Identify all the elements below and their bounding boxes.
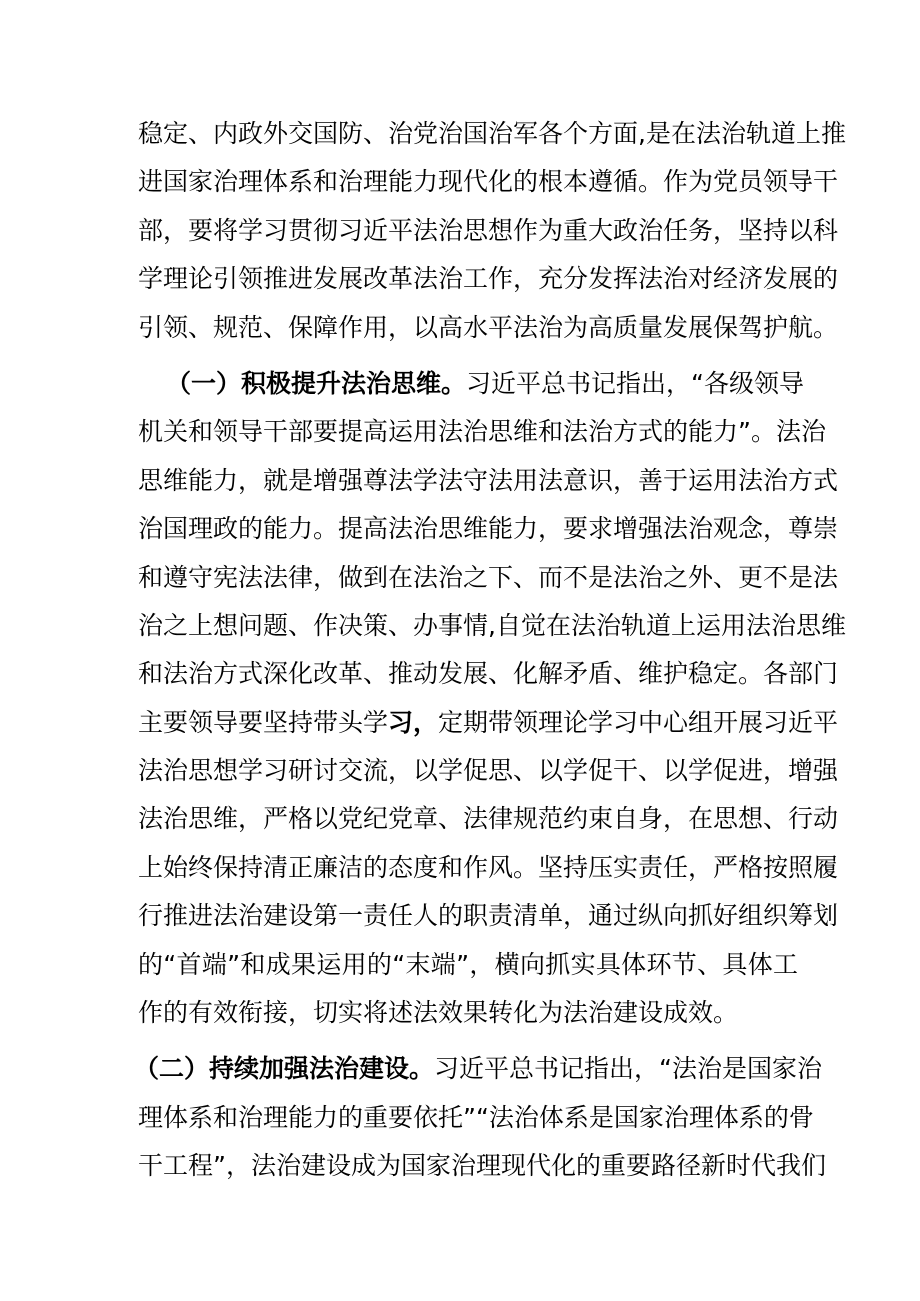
text-line xyxy=(138,747,839,795)
text-segment: 治国理政的能力。提高法治思维能力，要求增强法治观念，尊崇 xyxy=(138,514,839,544)
text-segment: 和法治方式深化改革、推动发展、化解矛盾、维护稳定。各部门 xyxy=(138,659,839,689)
text-line xyxy=(138,1094,814,1142)
bold-text: 习， xyxy=(388,707,439,737)
text-line xyxy=(138,158,839,206)
text-line xyxy=(138,505,839,553)
text-line xyxy=(138,304,839,352)
paragraph xyxy=(138,360,846,1037)
text-line xyxy=(138,892,839,940)
text-line xyxy=(138,255,839,303)
text-segment: 学理论引领推进发展改革法治工作，充分发挥法治对经济发展的 xyxy=(138,264,839,294)
text-segment: 行推进法治建设第一责任人的职责清单，通过纵向抓好组织筹划 xyxy=(138,901,839,931)
paragraph xyxy=(138,110,846,352)
bold-text: （二）持续加强法治建设。 xyxy=(134,1054,435,1084)
text-line xyxy=(138,941,798,989)
text-segment: 作的有效衔接，切实将述法效果转化为法治建设成效。 xyxy=(138,998,739,1028)
text-line xyxy=(166,360,804,408)
text-line xyxy=(138,408,826,456)
text-segment: 理体系和治理能力的重要依托”“法治体系是国家治理体系的骨 xyxy=(138,1102,814,1132)
text-segment: 机关和领导干部要提高运用法治思维和法治方式的能力”。法治 xyxy=(138,417,826,447)
text-segment: 法治思想学习研讨交流，以学促思、以学促干、以学促进，增强 xyxy=(138,756,839,786)
text-line xyxy=(134,1045,822,1093)
text-line xyxy=(138,989,798,1037)
text-line xyxy=(138,844,839,892)
text-segment: 定期带领理论学习中心组开展习近平 xyxy=(438,707,839,737)
text-segment: 的“首端”和成果运用的“末端”，横向抓实具体环节、具体工 xyxy=(138,949,798,979)
text-line xyxy=(138,207,839,255)
text-segment: 思维能力，就是增强尊法学法守法用法意识，善于运用法治方式 xyxy=(138,465,839,495)
text-segment: 引领、规范、保障作用，以高水平法治为高质量发展保驾护航。 xyxy=(138,312,839,342)
text-segment: 进国家治理体系和治理能力现代化的根本遵循。作为党员领导干 xyxy=(138,167,839,197)
text-line xyxy=(138,650,839,698)
text-line xyxy=(138,554,839,602)
text-segment: 和遵守宪法法律，做到在法治之下、而不是法治之外、更不是法 xyxy=(138,562,839,592)
document-body xyxy=(134,110,846,1191)
text-segment: 习近平总书记指出，“各级领导 xyxy=(466,368,804,398)
text-segment: 部，要将学习贯彻习近平法治思想作为重大政治任务，坚持以科 xyxy=(138,215,839,245)
text-segment: 干工程”，法治建设成为国家治理现代化的重要路径新时代我们 xyxy=(138,1151,826,1181)
paragraph xyxy=(134,1045,826,1190)
bold-text: （一）积极提升法治思维。 xyxy=(166,368,467,398)
text-segment: 上始终保持清正廉洁的态度和作风。坚持压实责任，严格按照履 xyxy=(138,852,839,882)
paragraph-gap xyxy=(138,352,798,360)
text-segment: 主要领导要坚持带头学 xyxy=(138,707,389,737)
text-segment: 习近平总书记指出，“法治是国家治 xyxy=(434,1054,822,1084)
paragraph-gap xyxy=(138,1037,798,1045)
text-segment: 法治思维，严格以党纪党章、法律规范约束自身，在思想、行动 xyxy=(138,804,839,834)
text-line xyxy=(138,110,846,158)
text-line xyxy=(138,457,839,505)
text-line xyxy=(138,699,839,747)
text-line xyxy=(138,795,839,843)
text-segment: 稳定、内政外交国防、治党治国治军各个方面,是在法治轨道上推 xyxy=(138,119,846,148)
text-line xyxy=(138,1142,826,1190)
text-segment: 治之上想问题、作决策、办事情,自觉在法治轨道上运用法治思维 xyxy=(138,610,846,640)
text-line xyxy=(138,602,846,650)
